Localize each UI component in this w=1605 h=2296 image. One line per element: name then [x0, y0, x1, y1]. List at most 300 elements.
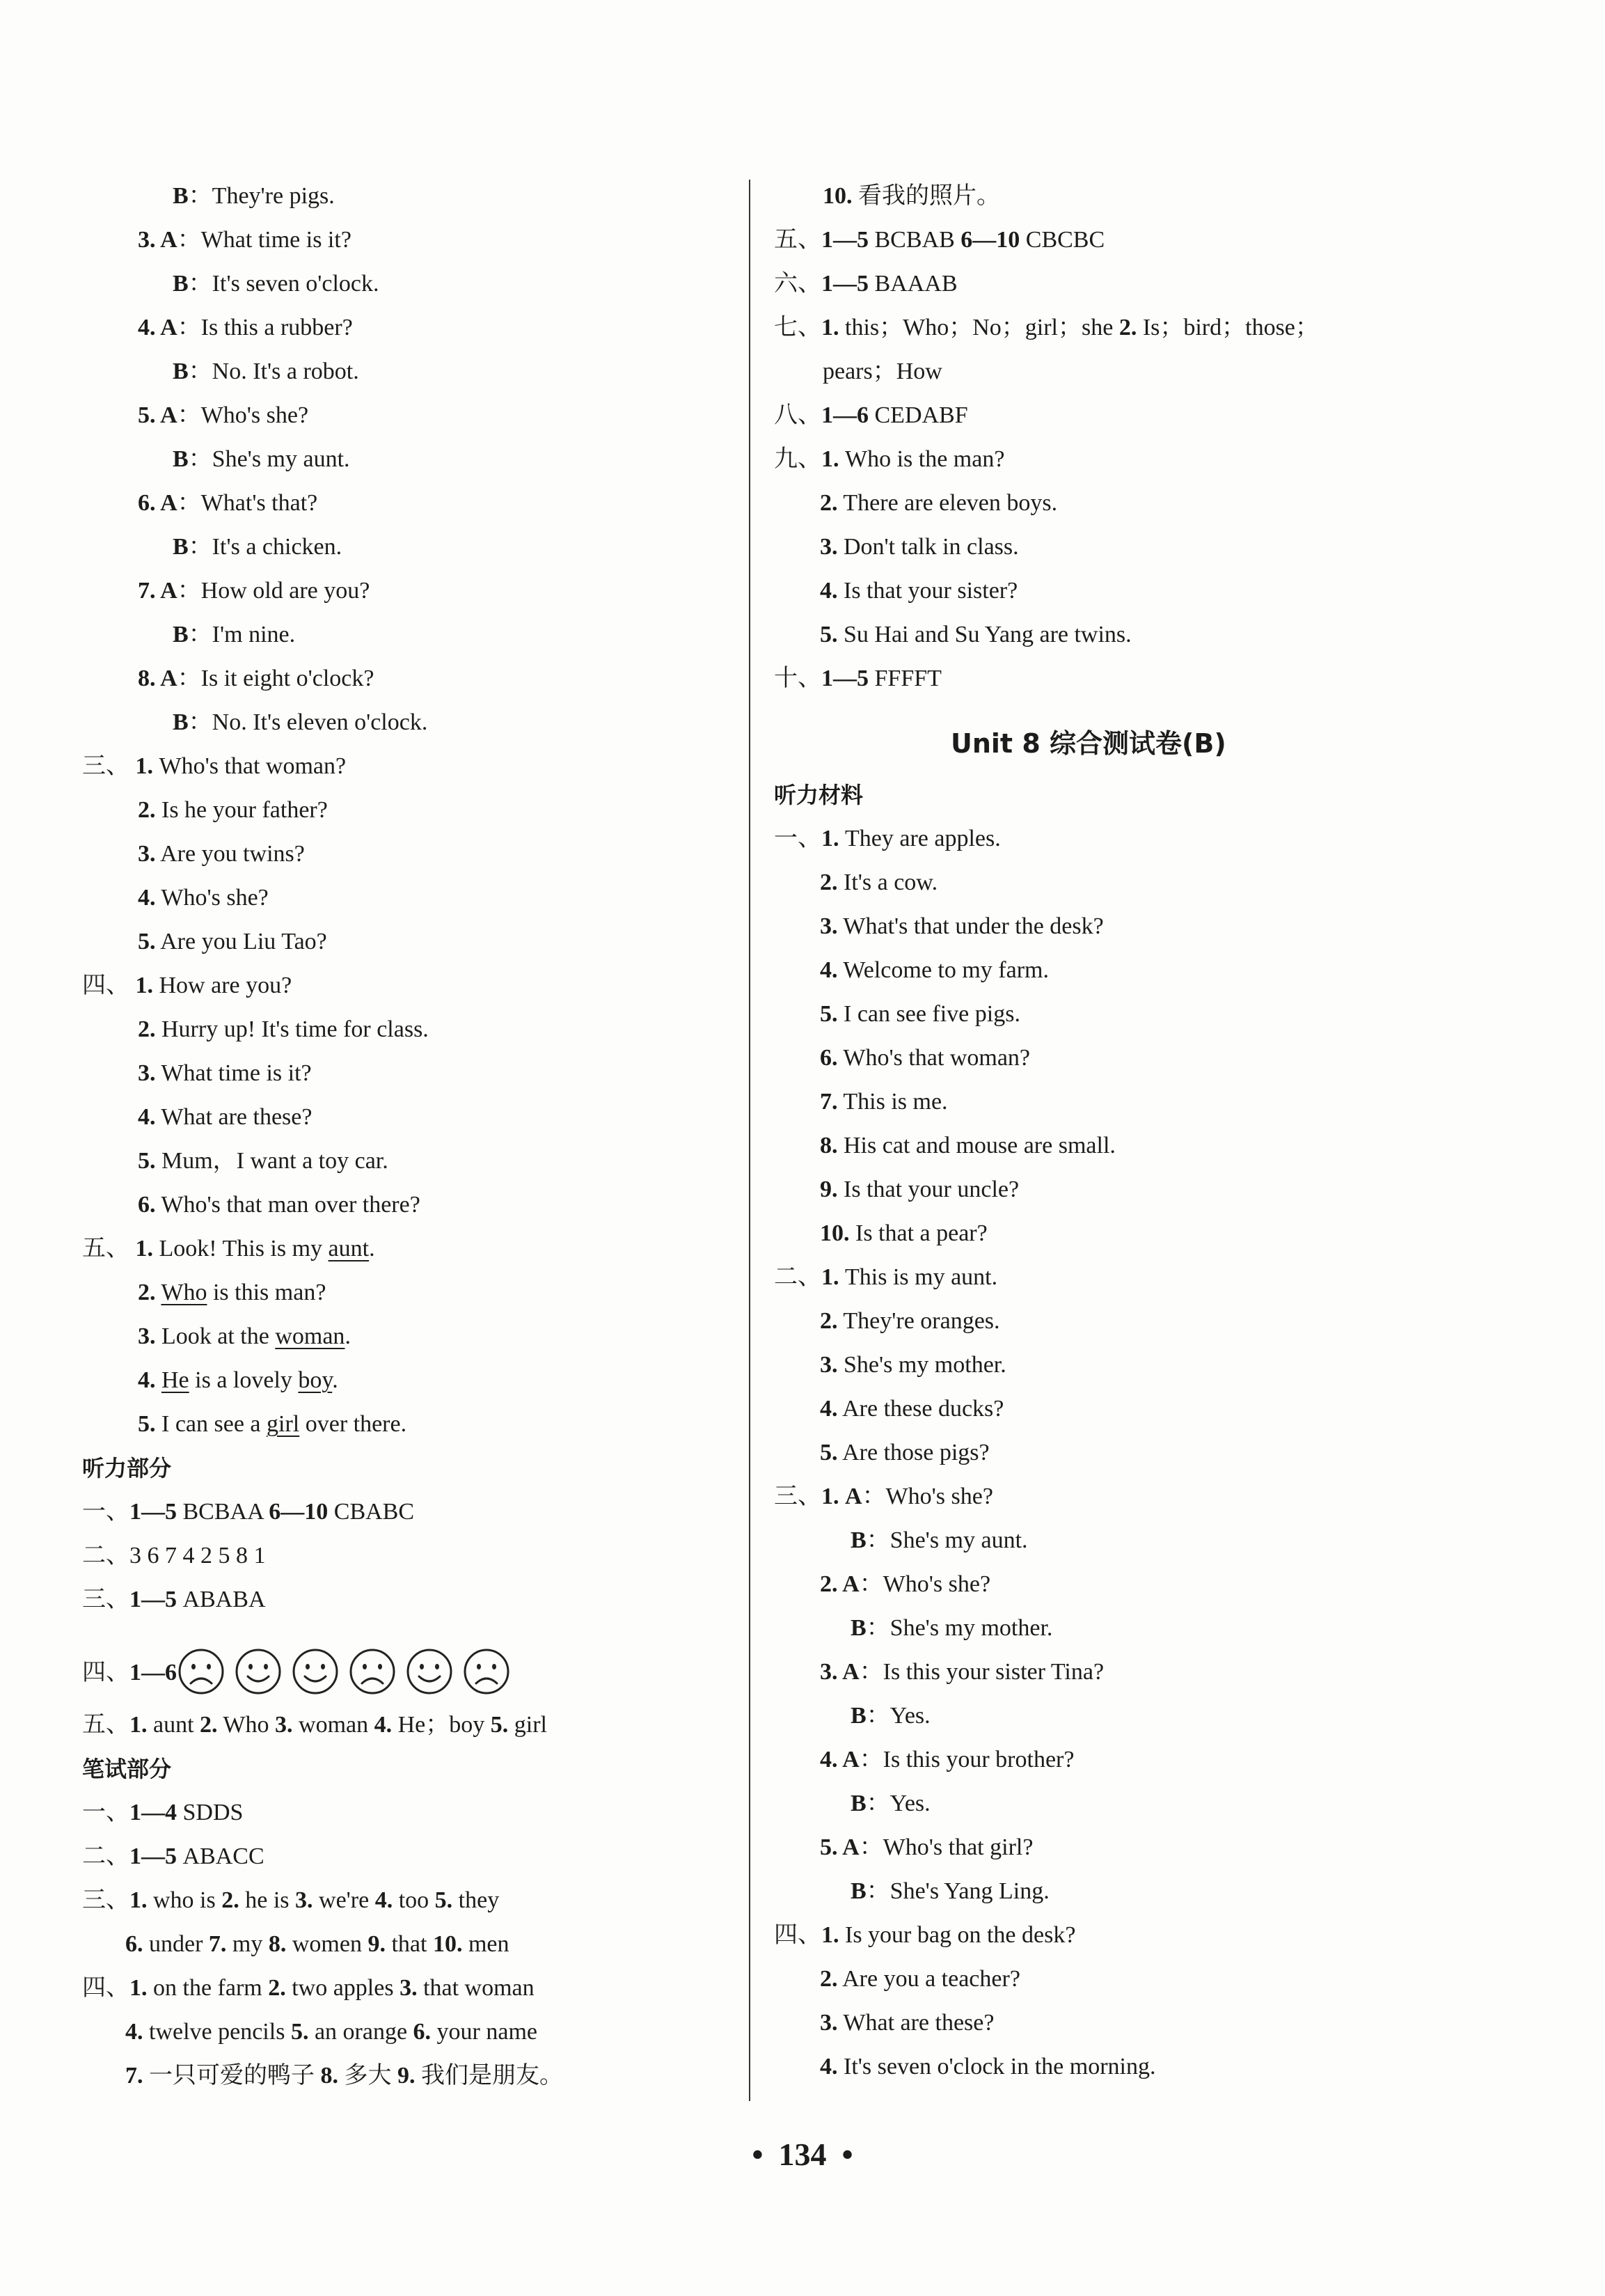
left-column-line [138, 1103, 312, 1131]
sad-face-icon [177, 1647, 226, 1696]
line-text: 6. [413, 2019, 432, 2045]
line-text: This is me. [837, 1089, 948, 1115]
line-text: 8. [268, 1931, 287, 1957]
line-text: Mum，I want a toy car. [155, 1148, 388, 1174]
left-column-line [138, 226, 351, 254]
line-text: 2. [138, 1016, 156, 1042]
left-column-line [82, 1711, 547, 1739]
line-text: B [173, 271, 189, 297]
line-text: ：Who's she? [177, 402, 309, 428]
line-text: 5. A [138, 402, 177, 428]
line-text: B [173, 359, 189, 384]
right-column-line [820, 1220, 988, 1248]
right-column-line [820, 1000, 1020, 1028]
line-text: CEDABF [869, 402, 968, 428]
left-column-line [138, 1279, 326, 1307]
line-text: 1—5 [129, 1499, 177, 1525]
line-text: Who's that man over there? [155, 1192, 420, 1218]
left-column-line [138, 1016, 429, 1044]
line-text: Are you Liu Tao? [155, 929, 327, 954]
answer-underlined-word: Who [161, 1280, 207, 1305]
left-column-line [173, 621, 295, 649]
line-text: aunt [147, 1712, 200, 1738]
right-column-line [820, 1088, 948, 1116]
line-text: B [173, 622, 189, 647]
line-text: He；boy [392, 1712, 491, 1738]
line-text: on the farm [147, 1975, 269, 2001]
line-text: 1—5 [821, 271, 869, 297]
line-text: B [173, 534, 189, 560]
line-text: 2. [221, 1887, 239, 1913]
line-text: 4. [138, 1104, 156, 1130]
line-text: 9. [820, 1177, 838, 1202]
left-column-line [173, 182, 335, 210]
line-text: men [462, 1931, 509, 1957]
line-text: 3. A [138, 227, 177, 253]
line-text: ：What's that? [177, 490, 318, 516]
happy-face-icon [291, 1647, 340, 1696]
line-text: 十、 [774, 666, 821, 691]
line-text: 3. [275, 1712, 293, 1738]
line-text: ：Who's that girl? [859, 1834, 1034, 1860]
line-text: 4. A [820, 1747, 860, 1772]
line-text: 1—5 [129, 1587, 177, 1612]
line-text: Is that your uncle? [837, 1177, 1020, 1202]
line-text: 二、 [82, 1843, 129, 1869]
right-column-line [820, 1746, 1074, 1774]
line-text: 1. [821, 1264, 839, 1290]
line-text: Is that your sister? [837, 578, 1018, 604]
line-text: 4. [374, 1887, 393, 1913]
line-text: ：It's a chicken. [188, 534, 342, 560]
line-text: 3. [138, 1060, 156, 1086]
line-text: Don't talk in class. [837, 534, 1019, 560]
line-text: . [345, 1323, 351, 1349]
right-column-line [820, 957, 1049, 984]
right-column-line [820, 1395, 1004, 1423]
line-text: B [173, 183, 189, 209]
line-text: Su Hai and Su Yang are twins. [837, 622, 1132, 647]
line-text: 2. [1118, 315, 1137, 340]
right-column-line [820, 577, 1018, 605]
right-column-line [820, 2053, 1156, 2081]
line-text: ：Yes. [866, 1791, 931, 1816]
right-column-line [774, 270, 958, 298]
line-text: 一、 [82, 1499, 129, 1525]
line-text: 1. [129, 1712, 148, 1738]
line-text: this；Who；No；girl；she [839, 315, 1119, 340]
line-text: ：They're pigs. [188, 183, 335, 209]
line-text: I can see a [155, 1411, 267, 1437]
line-text: an orange [308, 2019, 413, 2045]
right-column-line [774, 781, 863, 809]
line-text: ：Is this your sister Tina? [859, 1659, 1105, 1685]
line-text: 4. [125, 2019, 143, 2045]
line-text: who is [147, 1887, 222, 1913]
line-text: 1—6 [129, 1660, 177, 1685]
line-text: 10. [432, 1931, 463, 1957]
line-text: B [173, 446, 189, 472]
line-text: 1. [135, 973, 153, 998]
line-text: Is；bird；those； [1137, 315, 1319, 340]
right-column-line [851, 1878, 1050, 1905]
line-text: 我们是朋友。 [415, 2063, 563, 2089]
answer-underlined-word: boy [298, 1367, 333, 1393]
line-text: 看我的照片。 [852, 183, 1000, 209]
right-column-line [820, 1658, 1104, 1686]
line-text: 听力材料 [774, 782, 864, 808]
line-text: 1—4 [129, 1800, 177, 1825]
line-text: 4. [138, 1367, 156, 1393]
right-column-line [851, 1790, 931, 1818]
right-column-line [820, 1571, 990, 1598]
line-text: 5. A [820, 1834, 860, 1860]
line-text: 3. [820, 913, 838, 939]
line-text: ：She's my aunt. [188, 446, 350, 472]
line-text: 3. [820, 2010, 838, 2036]
line-text [156, 1367, 162, 1393]
line-text: 多大 [338, 2063, 397, 2089]
line-text: 8. [320, 2063, 338, 2089]
line-text: What are these? [837, 2010, 995, 2036]
line-text: BCBAA [177, 1499, 269, 1525]
line-text: 5. [820, 1001, 838, 1027]
line-text: 二、 [774, 1264, 821, 1290]
right-column-line [851, 1614, 1052, 1642]
line-text: 4. [820, 2054, 838, 2079]
left-column-line [82, 1586, 266, 1614]
line-text: B [851, 1878, 867, 1904]
line-text: 4. [138, 885, 156, 911]
left-column-line [82, 753, 346, 780]
left-column-line [138, 489, 317, 517]
line-text: It's seven o'clock in the morning. [837, 2054, 1156, 2079]
happy-face-icon [405, 1647, 454, 1696]
line-text: 1. [821, 1922, 839, 1948]
line-text: 笔试部分 [82, 1756, 172, 1782]
line-text: 1. [129, 1887, 148, 1913]
line-text: 10. [820, 1220, 850, 1246]
right-column-line [820, 1351, 1006, 1379]
line-text: 1. [821, 315, 839, 340]
answer-underlined-word: He [161, 1367, 189, 1393]
line-text: 2. [138, 797, 156, 823]
left-column-line [138, 796, 328, 824]
line-text: 5. [820, 622, 838, 647]
line-text: What time is it? [155, 1060, 312, 1086]
line-text: girl [508, 1712, 547, 1738]
line-text: that [385, 1931, 433, 1957]
right-column-line [820, 869, 938, 897]
left-column-line [125, 2018, 537, 2046]
line-text: 3. A [820, 1659, 860, 1685]
line-text: your name [431, 2019, 537, 2045]
left-column-line [82, 1235, 375, 1263]
right-column-line [774, 226, 1105, 254]
right-column-line [820, 533, 1019, 561]
line-text: 九、 [774, 446, 821, 472]
line-text: 1. [135, 1236, 153, 1261]
line-text: SDDS [177, 1800, 244, 1825]
right-column-line [820, 913, 1104, 941]
line-text: 2. [820, 1966, 838, 1992]
line-text: Are you a teacher? [837, 1966, 1020, 1992]
right-column-line [774, 314, 1319, 342]
line-text: 五、 [82, 1712, 129, 1738]
line-text: Are you twins? [155, 841, 305, 867]
line-text: Is that a pear? [849, 1220, 988, 1246]
line-text: he is [239, 1887, 296, 1913]
line-text: FFFFT [869, 666, 942, 691]
right-column-line [823, 182, 1000, 210]
line-text: 3. [138, 841, 156, 867]
line-text: 8. [820, 1133, 838, 1158]
line-text: 听力部分 [82, 1455, 172, 1481]
left-column-line [125, 2062, 563, 2090]
line-text: Are these ducks? [837, 1396, 1004, 1422]
line-text: 7. A [138, 578, 177, 604]
line-text: 5. [138, 1411, 156, 1437]
line-text: 四、 [774, 1922, 821, 1948]
right-column-line [774, 665, 942, 693]
left-column-line [138, 314, 353, 342]
line-text: 1—5 [129, 1843, 177, 1869]
line-text: They're oranges. [837, 1308, 1000, 1334]
line-text: . [332, 1367, 338, 1393]
line-text: ：She's my mother. [866, 1615, 1053, 1641]
left-column-line [138, 1410, 406, 1438]
left-column-line [138, 665, 374, 693]
line-text: 1. [129, 1975, 148, 2001]
line-text: I can see five pigs. [837, 1001, 1020, 1027]
line-text: 1. [821, 446, 839, 472]
line-text: is a lovely [189, 1367, 299, 1393]
line-text: 五、 [82, 1236, 136, 1261]
right-column-line [774, 402, 968, 430]
line-text: 1—6 [821, 402, 869, 428]
left-column-line [82, 1542, 266, 1570]
line-text: 3. [400, 1975, 418, 2001]
line-text: 4. [820, 1396, 838, 1422]
sad-face-icon [348, 1647, 397, 1696]
column-divider [749, 180, 750, 2101]
line-text: 2. [820, 870, 838, 895]
line-text: 7. [820, 1089, 838, 1115]
left-column-line [82, 1887, 499, 1914]
line-text: is this man? [207, 1280, 326, 1305]
left-column-line [138, 1191, 420, 1219]
line-text: ：No. It's eleven o'clock. [188, 709, 428, 735]
left-column-line [125, 1931, 509, 1958]
line-text: ：How old are you? [177, 578, 370, 604]
line-text: 1. [135, 753, 153, 779]
right-column-line [820, 1439, 990, 1467]
right-column-line [820, 1044, 1030, 1072]
line-text: Look! This is my [153, 1236, 329, 1261]
left-column-line [173, 358, 359, 386]
happy-face-icon [234, 1647, 283, 1696]
right-column-line [820, 2009, 994, 2037]
line-text: 4. A [138, 315, 177, 340]
left-column-line [138, 840, 305, 868]
line-text: 四、 [82, 1975, 129, 2001]
line-text: 三、 [82, 753, 136, 779]
line-text: ：Is it eight o'clock? [177, 666, 374, 691]
line-text: 5. [138, 929, 156, 954]
left-column-line [138, 577, 370, 605]
line-text: woman [292, 1712, 374, 1738]
right-column-line [774, 1921, 1075, 1949]
line-text: ABABA [177, 1587, 266, 1612]
line-text: How are you? [153, 973, 292, 998]
left-column-line [138, 1060, 312, 1087]
line-text: too [393, 1887, 435, 1913]
left-column-line [138, 928, 327, 956]
right-column-line [774, 446, 1004, 473]
line-text: pears；How [823, 359, 942, 384]
line-text: ：Is this a rubber? [177, 315, 353, 340]
line-text: ：Who's she? [862, 1484, 993, 1509]
right-column-line [823, 358, 942, 386]
left-column-line [173, 709, 427, 737]
left-column-line [82, 1755, 171, 1783]
answer-underlined-word: woman [275, 1323, 345, 1349]
line-text: 6. [138, 1192, 156, 1218]
line-text: Who's that woman? [153, 753, 347, 779]
line-text: This is my aunt. [839, 1264, 998, 1290]
line-text: CBABC [328, 1499, 415, 1525]
left-column-line [82, 1498, 414, 1526]
line-text: 3. [138, 1323, 156, 1349]
line-text: 四、 [82, 973, 136, 998]
left-column-line [138, 402, 308, 430]
line-text: ：No. It's a robot. [188, 359, 359, 384]
line-text: Who's that woman? [837, 1045, 1030, 1071]
line-text: 4. [820, 578, 838, 604]
line-text: my [226, 1931, 269, 1957]
page-dot-left: • [752, 2137, 764, 2172]
line-text: 5. [820, 1440, 838, 1465]
line-text: B [851, 1791, 867, 1816]
line-text: She's my mother. [837, 1352, 1006, 1378]
line-text: What's that under the desk? [837, 913, 1104, 939]
line-text: 六、 [774, 271, 821, 297]
line-text: . [369, 1236, 375, 1261]
line-text: 5. [290, 2019, 309, 2045]
right-column-line [774, 1264, 997, 1291]
line-text: 八、 [774, 402, 821, 428]
right-column-line [820, 1307, 1000, 1335]
right-column-line [820, 1965, 1020, 1993]
left-column-line [138, 884, 269, 912]
right-column-line [774, 825, 1001, 853]
line-text: 三、 [774, 1484, 821, 1509]
line-text: we're [313, 1887, 375, 1913]
left-column-line [138, 1323, 351, 1351]
line-text: 6. A [138, 490, 177, 516]
line-text: 6—10 [960, 227, 1020, 253]
left-column-line [82, 1974, 535, 2002]
left-column-line [138, 1367, 338, 1394]
left-column-line [82, 1454, 171, 1482]
line-text: BCBAB [869, 227, 961, 253]
line-text: 4. [374, 1712, 393, 1738]
right-column-line [774, 1483, 993, 1511]
line-text: 7. [208, 1931, 227, 1957]
line-text: His cat and mouse are small. [837, 1133, 1116, 1158]
right-column-line [820, 1132, 1116, 1160]
line-text: CBCBC [1020, 227, 1105, 253]
right-column-line [820, 489, 1057, 517]
line-text: ：What time is it? [177, 227, 351, 253]
line-text: Who [217, 1712, 276, 1738]
line-text: 四、 [82, 1660, 129, 1685]
line-text: 2. [820, 490, 838, 516]
line-text: 2. [820, 1308, 838, 1334]
line-text: 2. [138, 1280, 156, 1305]
line-text: 6—10 [269, 1499, 329, 1525]
line-text: 10. [823, 183, 853, 209]
line-text: 6. [820, 1045, 838, 1071]
line-text: 3. [820, 1352, 838, 1378]
line-text: B [851, 1615, 867, 1641]
line-text: ：She's my aunt. [866, 1527, 1028, 1553]
line-text: Are those pigs? [837, 1440, 990, 1465]
line-text: 2. [200, 1712, 218, 1738]
line-text: 4. [820, 957, 838, 983]
line-text: 5. [138, 1148, 156, 1174]
line-text: 三、 [82, 1587, 129, 1612]
line-text: 6. [125, 1931, 143, 1957]
answer-underlined-word: aunt [328, 1236, 370, 1261]
line-text: Hurry up! It's time for class. [155, 1016, 429, 1042]
line-text: 7. [125, 2063, 143, 2089]
line-text: Is your bag on the desk? [839, 1922, 1076, 1948]
line-text: What are these? [155, 1104, 313, 1130]
line-text: BAAAB [869, 271, 958, 297]
line-text: 五、 [774, 227, 821, 253]
line-text: 一、 [774, 826, 821, 851]
line-text: 3. [820, 534, 838, 560]
line-text: There are eleven boys. [837, 490, 1058, 516]
page-dot-right: • [841, 2137, 853, 2172]
line-text: ：It's seven o'clock. [188, 271, 379, 297]
line-text: 2. [268, 1975, 286, 2001]
line-text: 5. [434, 1887, 453, 1913]
line-text: 1. [821, 826, 839, 851]
line-text: 一只可爱的鸭子 [143, 2063, 321, 2089]
line-text: women [286, 1931, 368, 1957]
line-text: 三、 [82, 1887, 129, 1913]
line-text: ：I'm nine. [188, 622, 296, 647]
left-column-line [173, 533, 342, 561]
line-text: 1. A [821, 1484, 862, 1509]
line-text: Who is the man? [839, 446, 1005, 472]
answer-underlined-word: girl [267, 1411, 300, 1437]
line-text: Look at the [155, 1323, 276, 1349]
emoji-faces-row [177, 1647, 519, 1696]
line-text: Who's she? [155, 885, 269, 911]
line-text: over there. [299, 1411, 407, 1437]
line-text: two apples [285, 1975, 400, 2001]
line-text: ABACC [177, 1843, 264, 1869]
line-text: 9. [367, 1931, 386, 1957]
line-text: ：Is this your brother? [859, 1747, 1075, 1772]
line-text: B [851, 1527, 867, 1553]
line-text: they [452, 1887, 500, 1913]
line-text: ：She's Yang Ling. [866, 1878, 1050, 1904]
right-column-line [851, 1702, 931, 1730]
